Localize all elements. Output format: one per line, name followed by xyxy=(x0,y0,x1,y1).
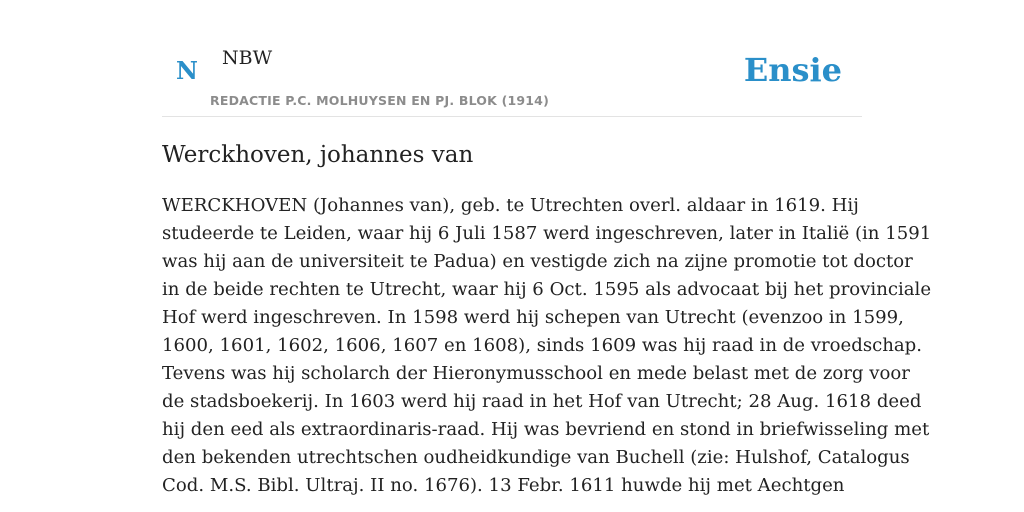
source-logo: N xyxy=(176,56,198,85)
article-line: WERCKHOVEN (Johannes van), geb. te Utrechten overl. aldaar in 1619. Hij xyxy=(162,195,859,216)
article-line: Hof werd ingeschreven. In 1598 werd hij schepen van Utrecht (evenzoo in 1599, xyxy=(162,307,904,328)
article-body xyxy=(162,192,932,500)
source-name[interactable]: NBW xyxy=(222,47,273,69)
article-line: 1600, 1601, 1602, 1606, 1607 en 1608), sinds 1609 was hij raad in de vroedschap. xyxy=(162,335,923,356)
brand-logo-link[interactable]: Ensie xyxy=(743,51,842,89)
article-title: Werckhoven, johannes van xyxy=(162,142,474,168)
source-subtitle: REDACTIE P.C. MOLHUYSEN EN PJ. BLOK (1914) xyxy=(210,93,549,108)
article-line: Cod. M.S. Bibl. Ultraj. II no. 1676). 13 Febr. 1611 huwde hij met Aechtgen xyxy=(162,475,845,496)
source-header xyxy=(162,0,862,117)
article-line: in de beide rechten te Utrecht, waar hij 6 Oct. 1595 als advocaat bij het provinciale xyxy=(162,279,932,300)
article-line: hij den eed als extraordinaris-raad. Hij was bevriend en stond in briefwisseling met xyxy=(162,419,930,440)
article-line: Tevens was hij scholarch der Hieronymusschool en mede belast met de zorg voor xyxy=(162,363,910,384)
article-line: de stadsboekerij. In 1603 werd hij raad in het Hof van Utrecht; 28 Aug. 1618 deed xyxy=(162,391,922,412)
article-line: den bekenden utrechtschen oudheidkundige van Buchell (zie: Hulshof, Catalogus xyxy=(162,447,910,468)
article-line: was hij aan de universiteit te Padua) en vestigde zich na zijne promotie tot doctor xyxy=(162,251,913,272)
article-line: studeerde te Leiden, waar hij 6 Juli 1587 werd ingeschreven, later in Italië (in 1591 xyxy=(162,223,932,244)
